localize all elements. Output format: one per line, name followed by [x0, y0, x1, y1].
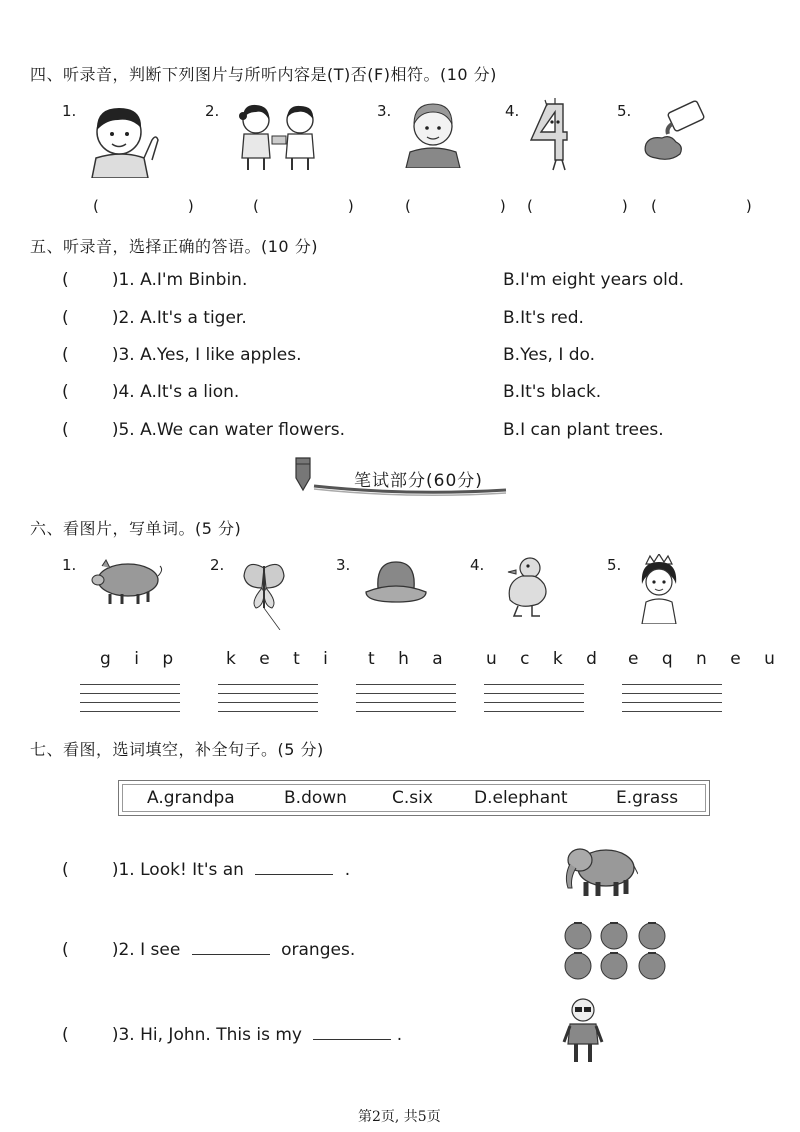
pig-icon	[88, 556, 164, 606]
word-option-a: A.grandpa	[147, 788, 235, 808]
butterfly-kite-icon	[240, 558, 288, 630]
s7-q3-text: ( )3. Hi, John. This is my	[62, 1025, 302, 1045]
word-option-c: C.six	[392, 788, 433, 808]
s6-item1-letters: g i p	[100, 649, 183, 669]
s6-item3-letters: t h a	[368, 649, 452, 669]
s6-item2-letters: k e t i	[226, 649, 337, 669]
s5-q2-option-b[interactable]: B.It's red.	[503, 308, 584, 328]
s4-item1-number: 1.	[62, 102, 77, 120]
s6-item4-writing-lines[interactable]	[484, 684, 584, 720]
section5-title: 五、听录音，选择正确的答语。(10 分)	[30, 237, 318, 256]
s5-q5-option-a[interactable]: ( )5. A.We can water flowers.	[62, 420, 346, 440]
s7-question-3	[62, 1025, 402, 1045]
word-option-e: E.grass	[616, 788, 679, 808]
oranges-icon	[562, 918, 674, 984]
s4-item2-answer[interactable]: ( )	[253, 197, 368, 215]
s5-q5-option-b[interactable]: B.I can plant trees.	[503, 420, 664, 440]
s7-q3-suffix: .	[396, 1025, 403, 1045]
s6-item5-letters: e q n e u	[628, 649, 784, 669]
grandpa-icon	[562, 996, 604, 1066]
s4-item5-number: 5.	[617, 102, 632, 120]
s7-q1-suffix: .	[344, 860, 351, 880]
queen-icon	[636, 554, 682, 624]
s4-item3-answer[interactable]: ( )	[405, 197, 520, 215]
s5-q4-option-a[interactable]: ( )4. A.It's a lion.	[62, 382, 240, 402]
s7-q2-suffix: oranges.	[281, 940, 356, 960]
s7-question-2	[62, 940, 355, 960]
paint-tube-icon	[640, 100, 708, 162]
boy-girl-icon	[228, 100, 328, 172]
section4-title: 四、听录音，判断下列图片与所听内容是(T)否(F)相符。(10 分)	[30, 65, 497, 84]
elephant-icon	[560, 838, 638, 898]
s6-item2-writing-lines[interactable]	[218, 684, 318, 720]
s6-item5-number: 5.	[607, 556, 622, 574]
s6-item3-writing-lines[interactable]	[356, 684, 456, 720]
s7-question-1	[62, 860, 350, 880]
s7-q1-blank[interactable]	[255, 860, 333, 875]
s4-item4-number: 4.	[505, 102, 520, 120]
s7-q2-text: ( )2. I see	[62, 940, 181, 960]
s6-item3-number: 3.	[336, 556, 351, 574]
word-option-b: B.down	[284, 788, 347, 808]
pencil-icon	[288, 454, 328, 494]
s6-item1-number: 1.	[62, 556, 77, 574]
section6-title: 六、看图片，写单词。(5 分)	[30, 519, 242, 538]
s5-q3-option-b[interactable]: B.Yes, I do.	[503, 345, 596, 365]
s7-q2-blank[interactable]	[192, 940, 270, 955]
boy-waving-icon	[82, 100, 162, 178]
s4-item4-answer[interactable]: ( )	[527, 197, 642, 215]
s5-q4-option-b[interactable]: B.It's black.	[503, 382, 602, 402]
s4-item5-answer[interactable]: ( )	[651, 197, 766, 215]
s6-item1-writing-lines[interactable]	[80, 684, 180, 720]
duck-icon	[498, 554, 552, 620]
word-bank-box	[118, 780, 710, 816]
s4-item2-number: 2.	[205, 102, 220, 120]
word-option-d: D.elephant	[474, 788, 568, 808]
s7-q1-text: ( )1. Look! It's an	[62, 860, 244, 880]
s6-item4-number: 4.	[470, 556, 485, 574]
s6-item4-letters: u c k d	[486, 649, 606, 669]
grandma-icon	[402, 100, 464, 168]
s6-item2-number: 2.	[210, 556, 225, 574]
number-four-icon	[525, 98, 569, 172]
s7-q3-blank[interactable]	[313, 1025, 391, 1040]
s5-q3-option-a[interactable]: ( )3. A.Yes, I like apples.	[62, 345, 302, 365]
s4-item3-number: 3.	[377, 102, 392, 120]
s5-q1-option-b[interactable]: B.I'm eight years old.	[503, 270, 685, 290]
written-section-title: 笔试部分(60分)	[354, 471, 483, 491]
section7-title: 七、看图，选词填空，补全句子。(5 分)	[30, 740, 324, 759]
s6-item5-writing-lines[interactable]	[622, 684, 722, 720]
hat-icon	[362, 558, 430, 606]
s5-q1-option-a[interactable]: ( )1. A.I'm Binbin.	[62, 270, 248, 290]
s5-q2-option-a[interactable]: ( )2. A.It's a tiger.	[62, 308, 247, 328]
page-footer: 第2页, 共5页	[358, 1109, 441, 1125]
s4-item1-answer[interactable]: ( )	[93, 197, 208, 215]
